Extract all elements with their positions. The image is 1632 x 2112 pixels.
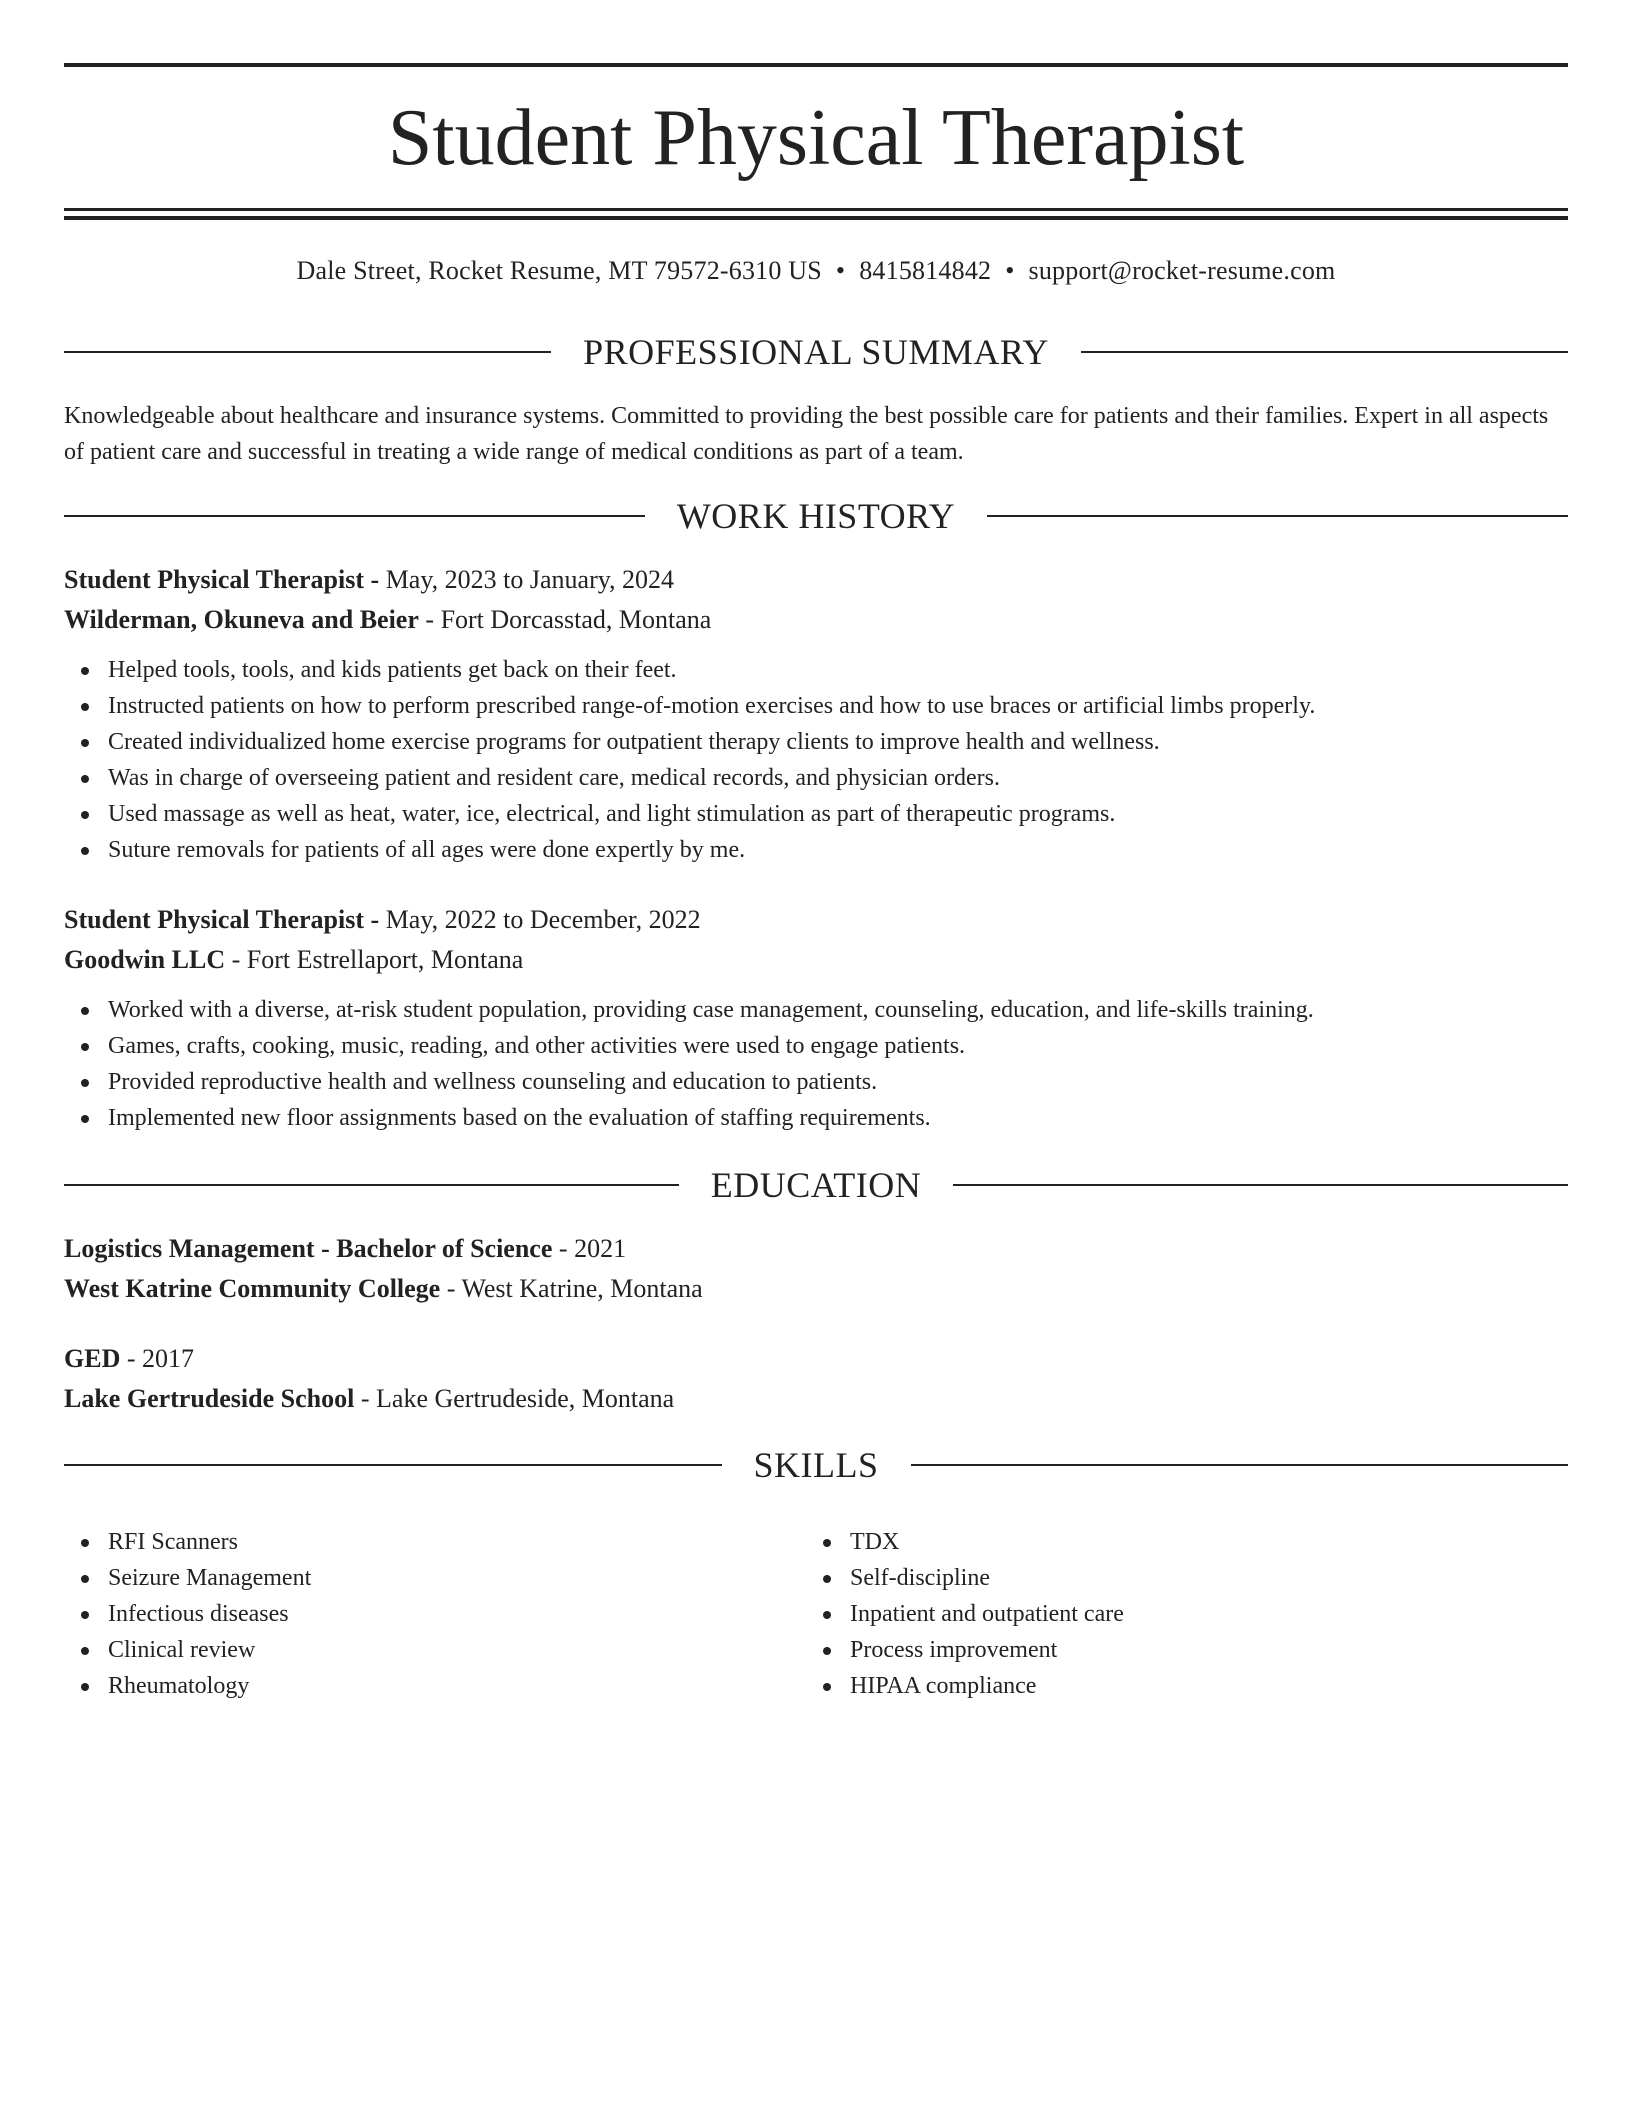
job-bullet: Was in charge of overseeing patient and resident care, medical records, and physician orders. (64, 760, 1568, 796)
contact-separator: • (835, 256, 846, 285)
education-school-line: West Katrine Community College - West Katrine, Montana (64, 1274, 703, 1303)
heading-rule-left (64, 1184, 679, 1186)
skill-item: RFI Scanners (64, 1524, 806, 1560)
heading-rule-right (953, 1184, 1568, 1186)
job-bullet-list (64, 992, 1568, 1136)
education-school: Lake Gertrudeside School (64, 1384, 355, 1413)
education-heading-label: EDUCATION (710, 1165, 922, 1205)
skill-item: Clinical review (64, 1632, 806, 1668)
skill-item: Inpatient and outpatient care (806, 1596, 1548, 1632)
job-bullet: Helped tools, tools, and kids patients get back on their feet. (64, 652, 1568, 688)
job-bullet: Created individualized home exercise programs for outpatient therapy clients to improve health and wellness. (64, 724, 1568, 760)
heading-rule-left (64, 351, 551, 353)
heading-rule-right (911, 1464, 1569, 1466)
title-rule-upper (64, 208, 1568, 211)
education-location: West Katrine, Montana (461, 1274, 703, 1303)
heading-rule-left (64, 515, 645, 517)
education-degree: Logistics Management - Bachelor of Science (64, 1234, 553, 1263)
skill-item: TDX (806, 1524, 1548, 1560)
job-dates: May, 2022 to December, 2022 (385, 905, 701, 934)
job-bullet: Games, crafts, cooking, music, reading, and other activities were used to engage patients. (64, 1028, 1568, 1064)
contact-separator: • (1005, 256, 1015, 285)
job-bullet: Used massage as well as heat, water, ice, electrical, and light stimulation as part of therapeutic programs. (64, 796, 1568, 832)
job-company-line: Wilderman, Okuneva and Beier - Fort Dorcasstad, Montana (64, 605, 712, 634)
job-title-line: Student Physical Therapist - May, 2023 to January, 2024 (64, 565, 675, 594)
job-company: Wilderman, Okuneva and Beier (64, 605, 419, 634)
education-location: Lake Gertrudeside, Montana (376, 1384, 675, 1413)
summary-heading (64, 330, 1568, 374)
heading-rule-right (1081, 351, 1568, 353)
skills-column-right (806, 1524, 1548, 1704)
job-entry-2 (64, 900, 1568, 1136)
contact-address: Dale Street, Rocket Resume, MT 79572-6310 US (296, 256, 822, 285)
summary-heading-label: PROFESSIONAL SUMMARY (583, 332, 1049, 372)
page-title: Student Physical Therapist (387, 94, 1245, 182)
education-entry-1 (64, 1229, 1568, 1309)
job-company: Goodwin LLC (64, 945, 226, 974)
job-bullet-list (64, 652, 1568, 868)
skills-list (64, 1524, 806, 1704)
contact-phone: 8415814842 (859, 256, 992, 285)
skills-columns (64, 1524, 1568, 1704)
job-bullet: Implemented new floor assignments based on the evaluation of staffing requirements. (64, 1100, 1568, 1136)
job-bullet: Worked with a diverse, at-risk student population, providing case management, counseling, education, and life-skills training. (64, 992, 1568, 1028)
skill-item: Process improvement (806, 1632, 1548, 1668)
job-title-line: Student Physical Therapist - May, 2022 to December, 2022 (64, 905, 701, 934)
contact-line (64, 254, 1568, 288)
education-school: West Katrine Community College (64, 1274, 441, 1303)
job-location: Fort Dorcasstad, Montana (440, 605, 712, 634)
skill-item: Self-discipline (806, 1560, 1548, 1596)
heading-rule-right (987, 515, 1568, 517)
summary-text: Knowledgeable about healthcare and insurance systems. Committed to providing the best possible care for patients and their families. Expert in all aspects of patient care and successful in treating a wide range of medical conditions as part of a team. (64, 403, 1549, 465)
job-bullet: Instructed patients on how to perform prescribed range-of-motion exercises and how to use braces or artificial limbs properly. (64, 688, 1568, 724)
education-year: 2017 (142, 1344, 195, 1373)
skills-heading-label: SKILLS (753, 1445, 879, 1485)
education-school-line: Lake Gertrudeside School - Lake Gertrudeside, Montana (64, 1384, 675, 1413)
job-title: Student Physical Therapist (64, 565, 365, 594)
title-rule-lower (64, 216, 1568, 220)
job-location: Fort Estrellaport, Montana (246, 945, 524, 974)
skills-list (806, 1524, 1548, 1704)
education-degree: GED (64, 1344, 121, 1373)
education-heading (64, 1163, 1568, 1207)
job-entry-1 (64, 560, 1568, 868)
top-rule (64, 63, 1568, 67)
education-degree-line: GED - 2017 (64, 1344, 195, 1373)
work-history-heading-label: WORK HISTORY (676, 496, 956, 536)
skill-item: Infectious diseases (64, 1596, 806, 1632)
education-entry-2 (64, 1339, 1568, 1419)
skill-item: Seizure Management (64, 1560, 806, 1596)
education-year: 2021 (574, 1234, 627, 1263)
contact-email: support@rocket-resume.com (1028, 256, 1336, 285)
skill-item: Rheumatology (64, 1668, 806, 1704)
work-history-heading (64, 494, 1568, 538)
education-degree-line: Logistics Management - Bachelor of Science - 2021 (64, 1234, 627, 1263)
skills-heading (64, 1443, 1568, 1487)
job-company-line: Goodwin LLC - Fort Estrellaport, Montana (64, 945, 524, 974)
heading-rule-left (64, 1464, 722, 1466)
job-bullet: Suture removals for patients of all ages were done expertly by me. (64, 832, 1568, 868)
job-bullet: Provided reproductive health and wellness counseling and education to patients. (64, 1064, 1568, 1100)
skills-column-left (64, 1524, 806, 1704)
skill-item: HIPAA compliance (806, 1668, 1548, 1704)
job-dates: May, 2023 to January, 2024 (385, 565, 675, 594)
job-title: Student Physical Therapist (64, 905, 365, 934)
